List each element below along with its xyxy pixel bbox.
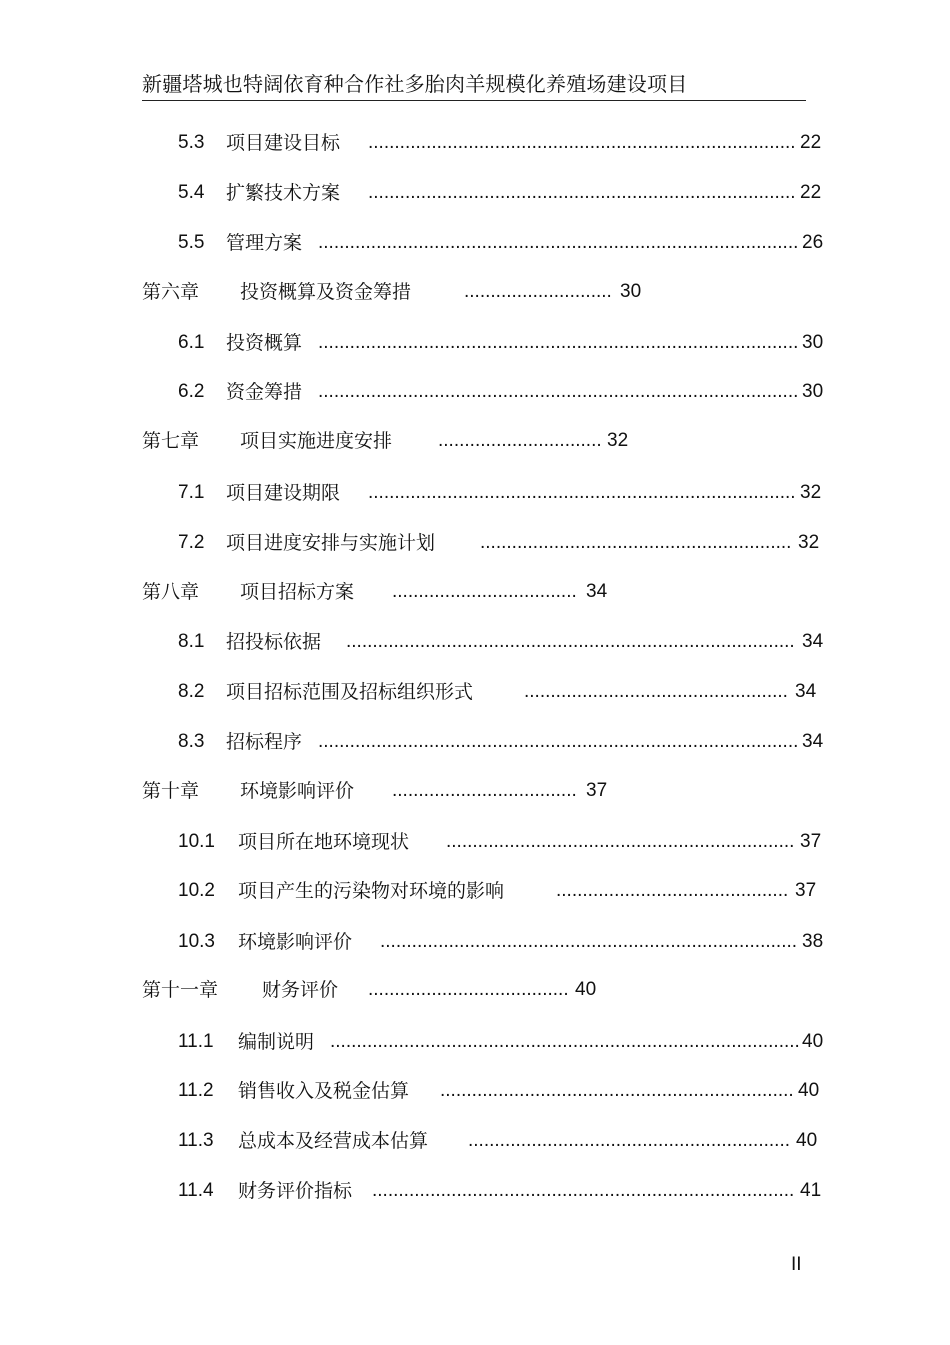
- toc-section-number: 5.4: [178, 182, 205, 203]
- toc-section-number: 8.1: [178, 631, 205, 652]
- toc-page-number: 40: [798, 1080, 820, 1101]
- toc-page-number: 32: [607, 430, 629, 451]
- toc-section-number: 7.1: [178, 482, 205, 503]
- toc-page-number: 30: [802, 332, 824, 353]
- toc-chapter-title: 项目实施进度安排: [240, 430, 393, 452]
- toc-leader-dots: ...................................................................: [440, 1080, 794, 1101]
- toc-leader-dots: ...........................................................: [480, 532, 792, 553]
- toc-section-number: 10.3: [178, 931, 215, 952]
- toc-section-number: 11.2: [178, 1080, 214, 1101]
- toc-section-number: 5.5: [178, 232, 205, 253]
- toc-section-title: 项目产生的污染物对环境的影响: [238, 880, 505, 902]
- toc-section-number: 11.4: [178, 1180, 214, 1201]
- toc-chapter-number: 第十一章: [142, 979, 219, 1001]
- toc-leader-dots: ..................................................................: [446, 831, 795, 852]
- toc-page-number: 34: [586, 581, 608, 602]
- toc-section-title: 总成本及经营成本估算: [238, 1130, 429, 1152]
- toc-leader-dots: ......................................: [368, 979, 569, 1000]
- toc-chapter-title: 财务评价: [262, 979, 339, 1001]
- toc-leader-dots: .................................................................................: [368, 132, 796, 153]
- toc-page-number: 26: [802, 232, 824, 253]
- toc-leader-dots: ...........................................................................................: [318, 731, 799, 752]
- toc-section-title: 项目进度安排与实施计划: [226, 532, 436, 554]
- toc-section-title: 编制说明: [238, 1031, 315, 1053]
- toc-leader-dots: ............................................: [556, 880, 789, 901]
- toc-page-number: 37: [800, 831, 822, 852]
- toc-leader-dots: ...........................................................................................: [318, 232, 799, 253]
- toc-page-number: 34: [802, 731, 824, 752]
- toc-section-title: 扩繁技术方案: [226, 182, 341, 204]
- toc-page-number: 37: [586, 780, 608, 801]
- toc-chapter-title: 投资概算及资金筹措: [240, 281, 412, 303]
- toc-leader-dots: .............................................................: [468, 1130, 791, 1151]
- toc-leader-dots: .................................................................................: [368, 482, 796, 503]
- toc-leader-dots: ...............................: [438, 430, 602, 451]
- toc-section-title: 资金筹措: [226, 381, 303, 403]
- toc-chapter-title: 项目招标方案: [240, 581, 355, 603]
- toc-page-number: 30: [620, 281, 642, 302]
- toc-leader-dots: ............................: [464, 281, 612, 302]
- toc-page-number: 40: [802, 1031, 824, 1052]
- toc-page-number: 22: [800, 182, 822, 203]
- toc-section-number: 7.2: [178, 532, 205, 553]
- toc-page-number: 37: [795, 880, 817, 901]
- toc-section-title: 财务评价指标: [238, 1180, 353, 1202]
- toc-section-number: 11.3: [178, 1130, 214, 1151]
- toc-chapter-number: 第八章: [142, 581, 200, 603]
- toc-page-number: 40: [575, 979, 597, 1000]
- toc-section-title: 项目建设目标: [226, 132, 341, 154]
- toc-page-number: 32: [800, 482, 822, 503]
- toc-page-number: 41: [800, 1180, 822, 1201]
- toc-leader-dots: ...................................: [392, 581, 577, 602]
- toc-section-number: 8.3: [178, 731, 205, 752]
- toc-section-number: 6.1: [178, 332, 205, 353]
- toc-section-number: 11.1: [178, 1031, 214, 1052]
- toc-section-title: 环境影响评价: [238, 931, 353, 953]
- toc-leader-dots: ...........................................................................................: [318, 381, 799, 402]
- toc-chapter-title: 环境影响评价: [240, 780, 355, 802]
- toc-section-number: 10.2: [178, 880, 215, 901]
- page-number: II: [791, 1254, 802, 1275]
- toc-section-number: 10.1: [178, 831, 215, 852]
- toc-leader-dots: ................................................................................: [372, 1180, 795, 1201]
- toc-page-number: 38: [802, 931, 824, 952]
- toc-leader-dots: .................................................................................: [368, 182, 796, 203]
- toc-page-number: 30: [802, 381, 824, 402]
- document-header: 新疆塔城也特阔依育种合作社多胎肉羊规模化养殖场建设项目: [142, 72, 688, 96]
- toc-leader-dots: .........................................................................................: [330, 1031, 800, 1052]
- toc-leader-dots: ...............................................................................: [380, 931, 798, 952]
- toc-section-number: 6.2: [178, 381, 205, 402]
- toc-page-number: 40: [796, 1130, 818, 1151]
- toc-section-title: 管理方案: [226, 232, 303, 254]
- toc-section-title: 招标程序: [226, 731, 303, 753]
- toc-section-number: 5.3: [178, 132, 205, 153]
- toc-page-number: 34: [802, 631, 824, 652]
- toc-section-title: 投资概算: [226, 332, 303, 354]
- toc-leader-dots: ...................................: [392, 780, 577, 801]
- toc-leader-dots: ..................................................: [524, 681, 788, 702]
- toc-chapter-number: 第六章: [142, 281, 200, 303]
- toc-section-title: 招投标依据: [226, 631, 322, 653]
- toc-page-number: 22: [800, 132, 822, 153]
- toc-section-title: 项目所在地环境现状: [238, 831, 410, 853]
- toc-leader-dots: ...........................................................................................: [318, 332, 799, 353]
- toc-chapter-number: 第七章: [142, 430, 200, 452]
- toc-chapter-number: 第十章: [142, 780, 200, 802]
- toc-page-number: 34: [795, 681, 817, 702]
- toc-leader-dots: .....................................................................................: [346, 631, 795, 652]
- header-rule: [142, 100, 806, 101]
- toc-page-number: 32: [798, 532, 820, 553]
- toc-section-number: 8.2: [178, 681, 205, 702]
- toc-section-title: 销售收入及税金估算: [238, 1080, 410, 1102]
- toc-section-title: 项目招标范围及招标组织形式: [226, 681, 474, 703]
- toc-section-title: 项目建设期限: [226, 482, 341, 504]
